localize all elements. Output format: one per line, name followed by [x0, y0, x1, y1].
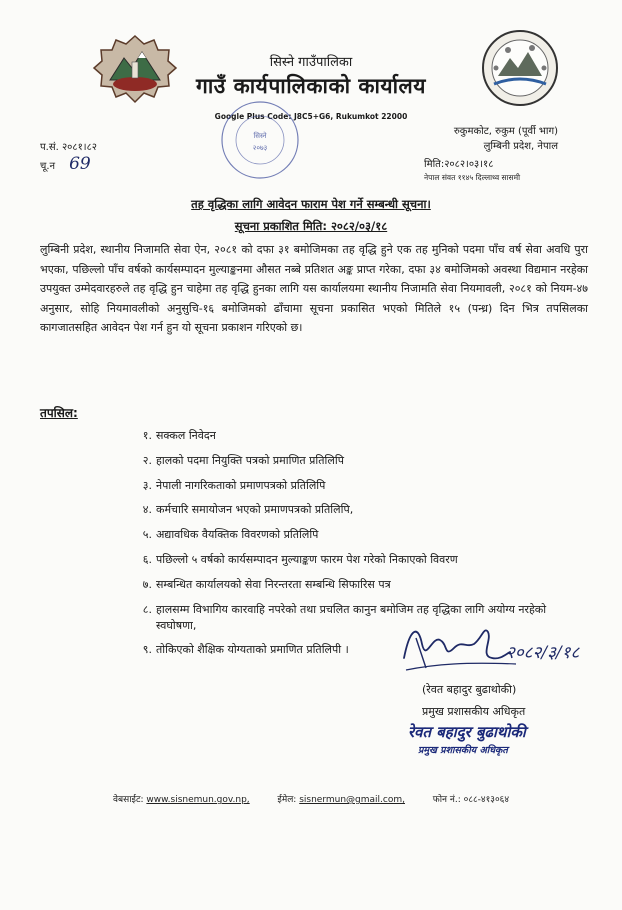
office-seal-stamp — [218, 98, 302, 182]
list-item-number: ६. — [142, 552, 152, 566]
list-item — [40, 527, 580, 543]
chalani-number: 69 — [69, 154, 91, 174]
notice-body: लुम्बिनी प्रदेश, स्थानीय निजामति सेवा ऐन, २०८१ को दफा ३१ बमोजिमका तह वृद्धि हुने एक तह मुनिको पदमा पाँच वर्ष सेवा अवधि पुरा भएका, पछिल्लो पाँच वर्षको कार्यसम्पादन मुल्याङ्कनमा औसत नब्बे प्रतिशत अङ्क प्राप्त गरेका, दफा ३४ बमोजिमको अवस्था विद्यमान नरहेका उपयुक्त उम्मेदवारहरुले तह वृद्धि हुन चाहेमा तह वृद्धि हुनका लागि यस कार्यालयमा स्थानीय निजामति सेवा नियमावली, २०८१ को नियम-४७ अनुसार, सोहि नियमावलीको अनुसुचि-१६ बमोजिमको ढाँचामा सूचना प्रकासित भएको मितिले १५ (पन्ध्र) दिन भित्र तपसिलका कागजातसहित आवेदन पेश गर्न हुन यो सूचना प्रकाशन गरिएको छ। — [40, 243, 589, 335]
address-line-2: लुम्बिनी प्रदेश, नेपाल — [483, 141, 558, 152]
handwritten-signature — [396, 618, 586, 680]
list-item-text: पछिल्लो ५ वर्षको कार्यसम्पादन मुल्याङ्कण फारम पेश गरेको निकाएको विवरण — [156, 552, 458, 566]
office-address — [454, 124, 558, 154]
list-item-number: ३. — [142, 478, 152, 492]
office-name: गाउँ कार्यपालिकाको कार्यालय — [196, 74, 426, 98]
attachments-heading: तपसिल: — [40, 406, 78, 420]
list-item — [40, 478, 580, 494]
footer-contacts — [0, 792, 622, 805]
signatory-stamp-role: प्रमुख प्रशासकीय अधिकृत — [418, 745, 508, 756]
list-item — [40, 552, 580, 568]
list-item-text: सक्कल निवेदन — [156, 429, 216, 442]
reference-block — [40, 140, 97, 175]
signatory-stamp-name: रेवत बहादुर बुढाथोकी — [408, 723, 526, 741]
svg-text:सिस्ने: सिस्ने — [253, 132, 267, 140]
list-item — [40, 577, 580, 593]
phone-label: फोन नं.: — [432, 795, 461, 805]
list-item — [40, 502, 580, 518]
notice-title — [0, 193, 622, 237]
website-label: वेबसाईट: — [112, 795, 144, 805]
email-label: ईमेल: — [277, 795, 297, 805]
issue-date: मिति:२०८२।०३।१८ — [424, 159, 494, 170]
list-item-number: ५. — [142, 528, 152, 542]
list-item-number: २. — [142, 453, 152, 467]
list-item-number: ७. — [142, 577, 152, 591]
email-link[interactable]: sisnermun@gmail.com, — [299, 795, 405, 805]
list-item-text: अद्यावधिक वैयक्तिक विवरणको प्रतिलिपि — [156, 528, 319, 542]
chalani-number-row — [40, 156, 97, 175]
municipality-name: सिस्ने गाउँपालिका — [269, 55, 353, 70]
list-item-text: कर्मचारि समायोजन भएको प्रमाणपत्रको प्रतिलिपि, — [156, 503, 354, 517]
list-item-text: सम्बन्धित कार्यालयको सेवा निरन्तरता सम्बन्धि सिफारिस पत्र — [156, 577, 391, 591]
google-plus-code: Google Plus Code: J8C5+G6, Rukumkot 22000 — [214, 112, 408, 121]
website-link[interactable]: www.sisnemun.gov.np, — [146, 795, 250, 805]
nepal-sambat-date: नेपाल संवत ११४५ दिल्लाथ्व सासमी — [424, 173, 521, 182]
list-item-number: ४. — [142, 503, 152, 517]
chalani-label: चू.न — [40, 161, 56, 172]
notice-title-line-1: तह वृद्धिका लागि आवेदन फाराम पेश गर्ने सम्बन्धी सूचना। — [191, 197, 431, 211]
list-item-text: तोकिएको शैक्षिक योग्यताको प्रमाणित प्रतिलिपी । — [156, 643, 349, 657]
address-line-1: रुकुमकोट, रुकुम (पूर्वी भाग) — [453, 126, 558, 137]
list-item-text: नेपाली नागरिकताको प्रमाणपत्रको प्रतिलिपि — [156, 478, 326, 492]
list-item — [40, 453, 580, 469]
notice-title-line-2: सूचना प्रकाशित मिति: २०८२/०३/१८ — [234, 219, 388, 233]
list-item-text: हालसम्म विभागिय कारवाहि नपरेको तथा प्रचलित कानुन बमोजिम तह वृद्धिका लागि अयोग्य नरहेको स्वघोषणा, — [156, 602, 547, 632]
list-item-text: हालको पदमा नियुक्ति पत्रको प्रमाणित प्रतिलिपि — [156, 453, 344, 467]
list-item — [40, 428, 580, 444]
list-item-number: ९. — [142, 643, 152, 657]
list-item-number: १. — [142, 429, 152, 442]
signatory-name: (रेवत बहादुर बुढाथोकी) — [422, 683, 517, 696]
list-item-number: ८. — [142, 602, 152, 616]
handwritten-date: २०८२/३/१८ — [506, 643, 580, 663]
fiscal-year-ref: प.सं. २०८१।८२ — [40, 142, 97, 153]
svg-text:२०७३: २०७३ — [252, 144, 268, 152]
signatory-role: प्रमुख प्रशासकीय अधिकृत — [422, 705, 526, 718]
phone-number: ०८८-४१३०६४ — [463, 795, 510, 805]
